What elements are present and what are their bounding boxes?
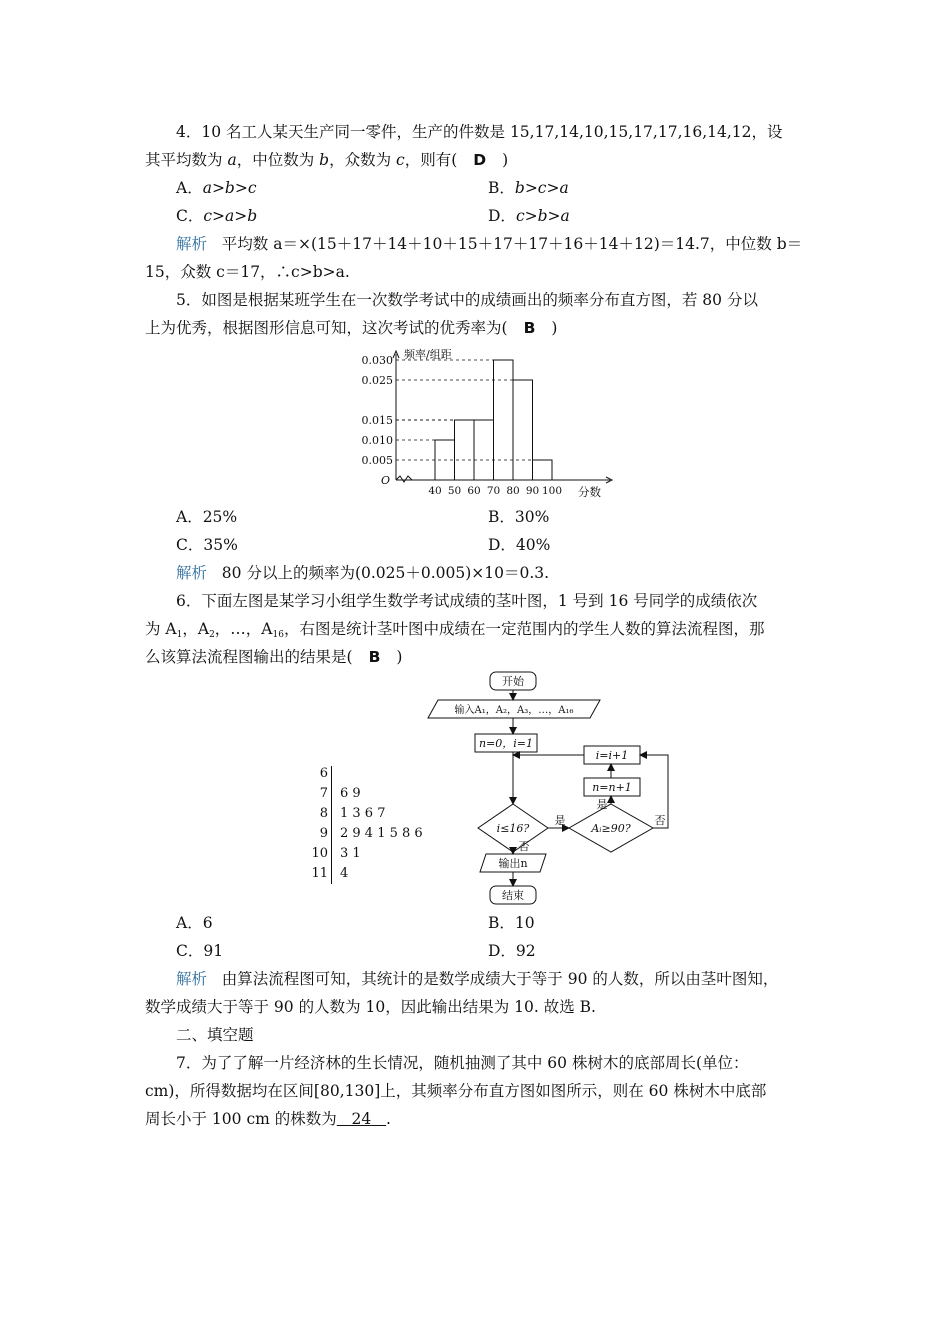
flow-inc-i-label: i=i+1 bbox=[595, 749, 629, 762]
leaves-10: 3 1 bbox=[340, 846, 361, 861]
q4-line2: 其平均数为 a，中位数为 b，众数为 c，则有( D ) bbox=[145, 151, 509, 169]
q4-option-a: A．a>b>c bbox=[176, 179, 257, 197]
flow-yes-label-2: 是 bbox=[596, 798, 608, 811]
leaves-11: 4 bbox=[340, 866, 349, 881]
q7-line1: 7．为了了解一片经济林的生长情况，随机抽测了其中 60 株树木的底部周长(单位： bbox=[176, 1054, 749, 1072]
flow-yes-label-1: 是 bbox=[554, 814, 566, 827]
frequency-histogram bbox=[360, 348, 620, 502]
q6-option-b: B．10 bbox=[488, 914, 535, 932]
q6-line1: 6．下面左图是某学习小组学生数学考试成绩的茎叶图，1 号到 16 号同学的成绩依次 bbox=[176, 592, 758, 610]
q6-line3: 么该算法流程图输出的结果是( B ) bbox=[145, 648, 403, 666]
bar-50-60 bbox=[455, 420, 475, 480]
x-tick-70: 70 bbox=[486, 485, 501, 497]
stem-7: 7 bbox=[319, 786, 328, 801]
q4-option-d: D．c>b>a bbox=[488, 207, 570, 225]
flow-cond2-label: Aᵢ≥90? bbox=[591, 822, 631, 835]
q5-option-b: B．30% bbox=[488, 508, 550, 526]
q4-answer: D bbox=[473, 151, 487, 169]
origin-label: O bbox=[380, 474, 390, 487]
flow-cond1-label: i≤16? bbox=[496, 822, 530, 835]
x-axis-label: 分数 bbox=[578, 485, 601, 499]
axis-break bbox=[396, 476, 412, 482]
q5-option-d: D．40% bbox=[488, 536, 551, 554]
bar-60-70 bbox=[474, 420, 494, 480]
q6-jiexi-label: 解析 bbox=[176, 970, 208, 988]
q6-option-a: A．6 bbox=[176, 914, 213, 932]
bar-80-90 bbox=[513, 380, 533, 480]
x-tick-100: 100 bbox=[541, 485, 563, 497]
bar-90-100 bbox=[533, 460, 553, 480]
flow-output-label: 输出n bbox=[498, 857, 528, 870]
stem-8: 8 bbox=[319, 806, 328, 821]
stem-11: 11 bbox=[311, 866, 328, 881]
q5-jiexi-label: 解析 bbox=[176, 564, 208, 582]
q5-line1: 5．如图是根据某班学生在一次数学考试中的成绩画出的频率分布直方图，若 80 分以 bbox=[176, 291, 758, 309]
y-tick-0.025: 0.025 bbox=[361, 374, 393, 387]
section-heading-fill-in: 二、填空题 bbox=[176, 1026, 254, 1044]
y-tick-0.010: 0.010 bbox=[361, 434, 393, 447]
flow-init-label: n=0，i=1 bbox=[478, 737, 534, 750]
x-tick-90: 90 bbox=[525, 485, 540, 497]
y-tick-0.030: 0.030 bbox=[361, 354, 393, 367]
q6-answer: B bbox=[368, 648, 381, 666]
algorithm-flowchart bbox=[420, 668, 700, 908]
q4-solution-line2: 15，众数 c＝17，∴c>b>a. bbox=[145, 263, 350, 281]
bar-70-80 bbox=[494, 360, 514, 480]
y-tick-0.015: 0.015 bbox=[361, 414, 393, 427]
leaves-9: 2 9 4 1 5 8 6 bbox=[340, 826, 423, 841]
q4-jiexi-label: 解析 bbox=[176, 235, 208, 253]
q6-option-c: C．91 bbox=[176, 942, 224, 960]
q7-answer-blank: 24 bbox=[351, 1110, 372, 1128]
leaves-8: 1 3 6 7 bbox=[340, 806, 386, 821]
q6-solution-line1: 解析 由算法流程图可知，其统计的是数学成绩大于等于 90 的人数，所以由茎叶图知， bbox=[176, 970, 779, 988]
stem-leaf-divider bbox=[331, 766, 332, 884]
q4-line1: 4．10 名工人某天生产同一零件，生产的件数是 15,17,14,10,15,17,17,16,14,12，设 bbox=[176, 123, 783, 141]
flow-input-label: 输入A₁，A₂，A₃，…，A₁₆ bbox=[454, 705, 574, 716]
q7-line3: 周长小于 100 cm 的株数为 24 . bbox=[145, 1110, 391, 1128]
flow-start-label: 开始 bbox=[502, 675, 524, 688]
q5-answer: B bbox=[523, 319, 536, 337]
stem-9: 9 bbox=[319, 826, 328, 841]
q5-solution: 解析 80 分以上的频率为(0.025＋0.005)×10＝0.3. bbox=[176, 564, 550, 582]
stem-6: 6 bbox=[319, 766, 328, 781]
stem-leaf-plot bbox=[308, 766, 438, 886]
flow-no-label-1: 否 bbox=[654, 814, 666, 827]
q5-option-a: A．25% bbox=[176, 508, 238, 526]
q6-solution-line2: 数学成绩大于等于 90 的人数为 10，因此输出结果为 10. 故选 B. bbox=[145, 998, 596, 1016]
q7-line2: cm)，所得数据均在区间[80,130]上，其频率分布直方图如图所示，则在 60 株树木中底部 bbox=[145, 1082, 767, 1100]
y-axis-label: 频率/组距 bbox=[404, 348, 452, 361]
flow-end-label: 结束 bbox=[502, 889, 524, 902]
x-tick-40: 40 bbox=[428, 485, 442, 497]
q5-line2: 上为优秀，根据图形信息可知，这次考试的优秀率为( B ) bbox=[145, 319, 558, 337]
flow-inc-n-label: n=n+1 bbox=[592, 781, 632, 794]
q4-option-c: C．c>a>b bbox=[176, 207, 258, 225]
q6-option-d: D．92 bbox=[488, 942, 536, 960]
flow-no-label-2: 否 bbox=[518, 840, 530, 853]
leaves-7: 6 9 bbox=[340, 786, 361, 801]
q4-option-b: B．b>c>a bbox=[488, 179, 569, 197]
q4-solution-line1: 解析 平均数 a＝×(15＋17＋14＋10＋15＋17＋17＋16＋14＋12)＝14.7，中位数 b＝ bbox=[176, 235, 803, 253]
q6-line2: 为 $A_1$，$A_2$，…，$A_{16}$，右图是统计茎叶图中成绩在一定范围内的学生人数的算法流程图，那 bbox=[145, 620, 765, 640]
x-tick-80: 80 bbox=[506, 485, 520, 497]
x-tick-50: 50 bbox=[447, 485, 462, 497]
x-tick-60: 60 bbox=[467, 485, 481, 497]
stem-10: 10 bbox=[311, 846, 328, 861]
q5-option-c: C．35% bbox=[176, 536, 238, 554]
y-tick-0.005: 0.005 bbox=[361, 454, 393, 467]
